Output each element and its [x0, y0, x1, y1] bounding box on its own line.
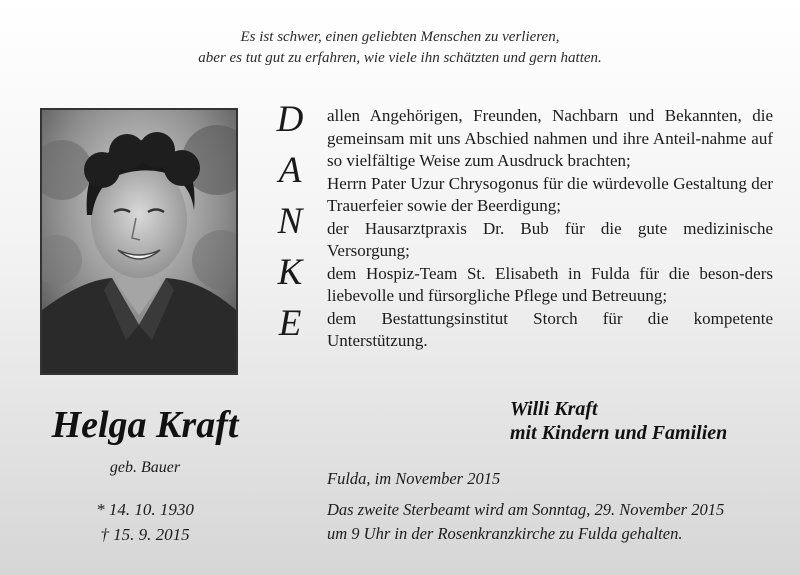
- thanks-item-doctor: der Hausarztpraxis Dr. Bub für die gute medizinische Versorgung;: [327, 218, 773, 260]
- place-date: Fulda, im November 2015: [327, 469, 501, 488]
- thanks-item-relatives: allen Angehörigen, Freunden, Nachbarn und Bekannten, die gemeinsam mit uns Abschied nahmen und ihre Anteil-nahme auf so vielfältige Weise zum Ausdruck brachten;: [327, 106, 773, 170]
- danke-letter: E: [278, 303, 302, 344]
- portrait-image: [42, 110, 236, 373]
- signature-line-1: Willi Kraft: [510, 398, 598, 420]
- death-date: † 15. 9. 2015: [100, 525, 190, 544]
- danke-vertical-word: [268, 100, 312, 355]
- thanks-item-funeral-home: dem Bestattungsinstitut Storch für die kompetente Unterstützung.: [327, 308, 773, 350]
- signature-line-2: mit Kindern und Familien: [510, 422, 728, 444]
- motto-line-1: Es ist schwer, einen geliebten Menschen zu verlieren,: [240, 29, 560, 45]
- notice-line-1: Das zweite Sterbeamt wird am Sonntag, 29. November 2015: [327, 500, 725, 519]
- thanks-list: [327, 105, 773, 353]
- signature: [510, 397, 727, 445]
- maiden-name: geb. Bauer: [109, 459, 181, 476]
- danke-letter: A: [278, 150, 302, 191]
- danke-letter: N: [277, 201, 303, 242]
- thanks-item-priest: Herrn Pater Uzur Chrysogonus für die würdevolle Gestaltung der Trauerfeier sowie der Beerdigung;: [327, 173, 773, 215]
- danke-letter: D: [276, 99, 304, 140]
- motto-quote: [0, 27, 800, 69]
- portrait-photo: [40, 108, 238, 375]
- birth-date: * 14. 10. 1930: [96, 500, 194, 519]
- thanks-item-hospice: dem Hospiz-Team St. Elisabeth in Fulda für die beson-ders liebevolle und fürsorgliche Pflege und Betreuung;: [327, 263, 773, 305]
- notice-line-2: um 9 Uhr in der Rosenkranzkirche zu Fulda gehalten.: [327, 524, 683, 543]
- deceased-name: Helga Kraft: [51, 404, 239, 446]
- life-dates: [0, 497, 290, 547]
- motto-line-2: aber es tut gut zu erfahren, wie viele ihn schätzten und gern hatten.: [198, 50, 602, 66]
- memorial-mass-notice: [327, 498, 775, 546]
- danke-letter: K: [277, 252, 303, 293]
